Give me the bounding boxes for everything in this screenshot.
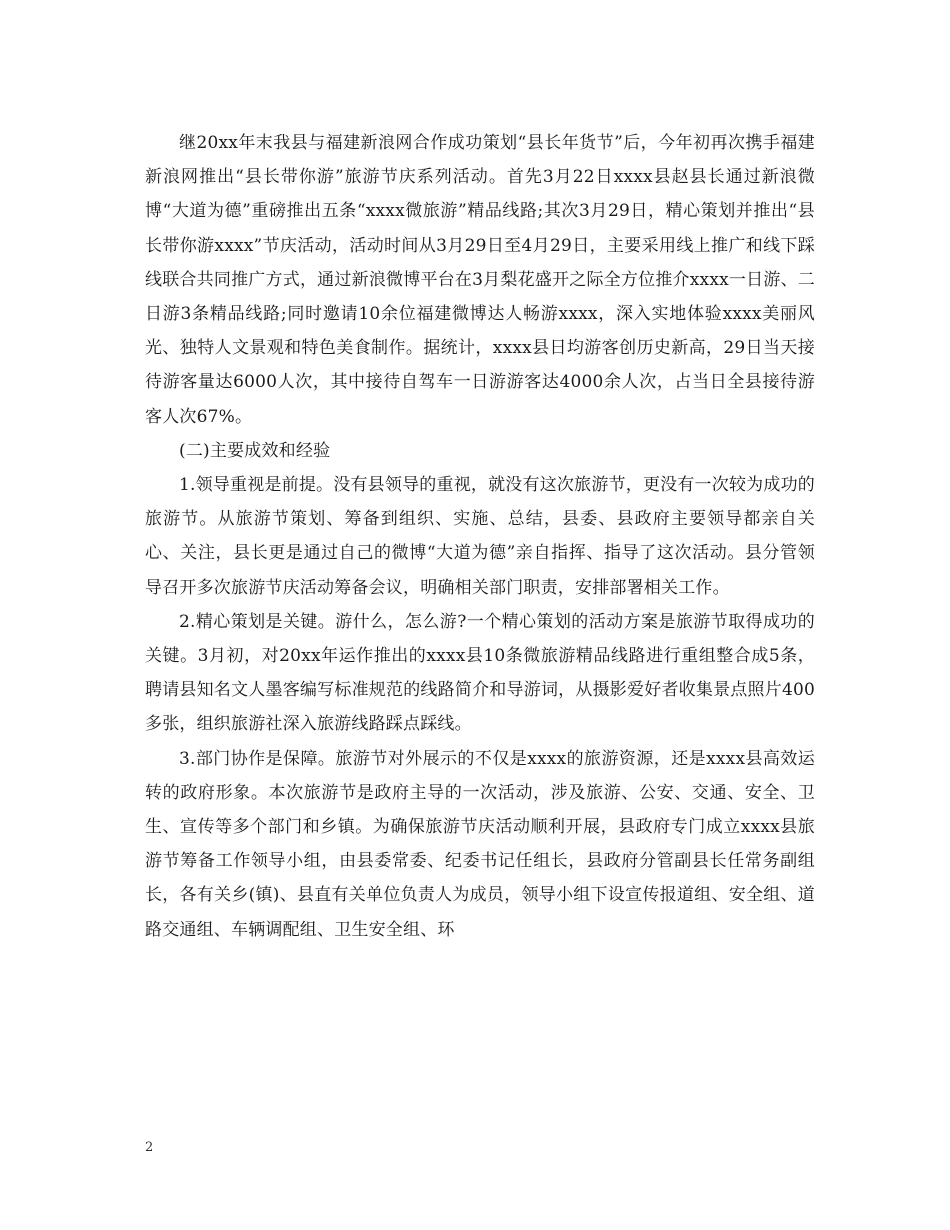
paragraph-cooperation: 3.部门协作是保障。旅游节对外展示的不仅是xxxx的旅游资源，还是xxxx县高效运转的政府形象。本次旅游节是政府主导的一次活动，涉及旅游、公安、交通、安全、卫生、宣传等多个部门和乡镇。为确保旅游节庆活动顺利开展，县政府专门成立xxxx县旅游节筹备工作领导小组，由县委常委、纪委书记任组长，县政府分管副县长任常务副组长，各有关乡(镇)、县直有关单位负责人为成员，领导小组下设宣传报道组、安全组、道路交通组、车辆调配组、卫生安全组、环 [145,748,815,940]
paragraph-intro: 继20xx年末我县与福建新浪网合作成功策划“县长年货节”后，今年初再次携手福建新浪网推出“县长带你游”旅游节庆系列活动。首先3月22日xxxx县赵县长通过新浪微博“大道为德”重磅推出五条“xxxx微旅游”精品线路;其次3月29日，精心策划并推出“县长带你游xxxx”节庆活动，活动时间从3月29日至4月29日，主要采用线上推广和线下踩线联合共同推广方式，通过新浪微博平台在3月梨花盛开之际全方位推介xxxx一日游、二日游3条精品线路;同时邀请10余位福建微博达人畅游xxxx，深入实地体验xxxx美丽风光、独特人文景观和特色美食制作。据统计，xxxx县日均游客创历史新高，29日当天接待游客量达6000人次，其中接待自驾车一日游游客达4000余人次，占当日全县接待游客人次67%。 [145,133,815,427]
paragraph-planning: 2.精心策划是关键。游什么，怎么游?一个精心策划的活动方案是旅游节取得成功的关键。3月初，对20xx年运作推出的xxxx县10条微旅游精品线路进行重组整合成5条，聘请县知名文人墨客编写标准规范的线路简介和导游词，从摄影爱好者收集景点照片400多张，组织旅游社深入旅游线路踩点踩线。 [145,611,815,735]
body-text [145,126,815,947]
page-number: 2 [145,1140,154,1155]
section-heading: (二)主要成效和经验 [179,440,331,461]
paragraph-leadership: 1.领导重视是前提。没有县领导的重视，就没有这次旅游节，更没有一次较为成功的旅游节。从旅游节策划、筹备到组织、实施、总结，县委、县政府主要领导都亲自关心、关注，县长更是通过自己的微博“大道为德”亲自指挥、指导了这次活动。县分管领导召开多次旅游节庆活动筹备会议，明确相关部门职责，安排部署相关工作。 [145,475,815,598]
